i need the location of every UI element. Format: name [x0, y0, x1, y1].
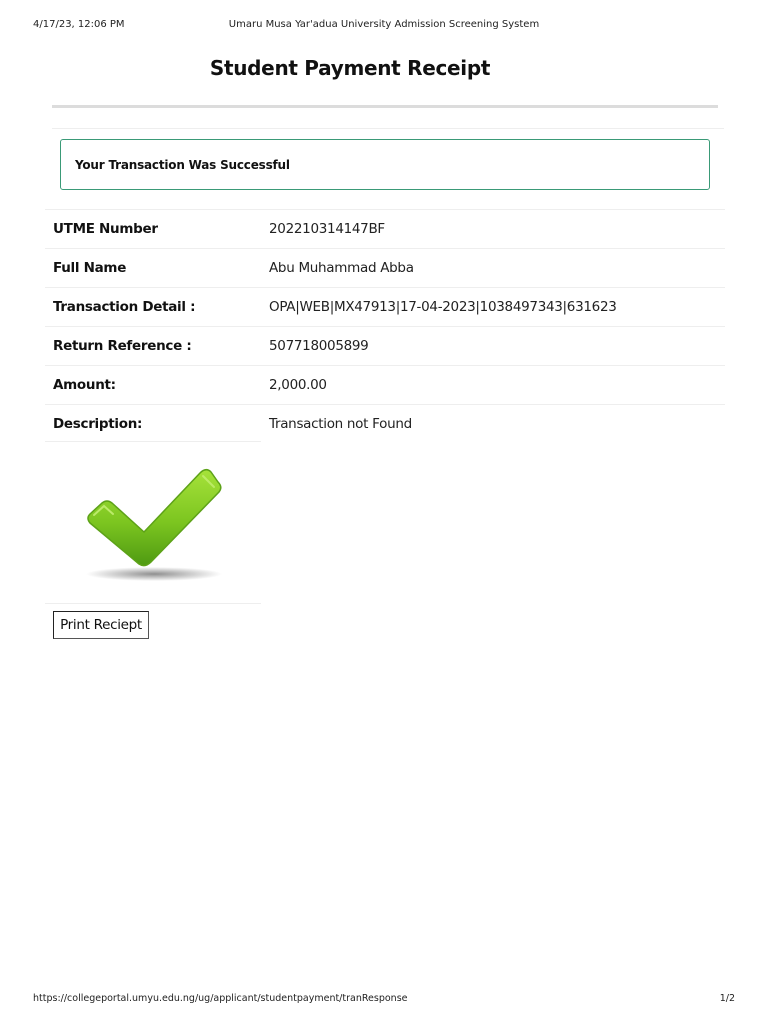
print-receipt-button[interactable]: Print Reciept [53, 611, 149, 639]
row-value: Transaction not Found [261, 405, 725, 444]
row-value: 2,000.00 [261, 366, 725, 405]
checkmark-icon [82, 462, 232, 587]
print-page-number: 1/2 [719, 993, 735, 1004]
print-page-title: Umaru Musa Yar'adua University Admission Screening System [228, 19, 540, 30]
table-row [45, 327, 725, 366]
row-label: Return Reference : [45, 327, 261, 366]
table-row [45, 210, 725, 249]
icon-cell-divider [45, 603, 261, 604]
row-label: Amount: [45, 366, 261, 405]
success-alert-message: Your Transaction Was Successful [75, 157, 290, 172]
success-alert [60, 139, 710, 190]
receipt-details-table [45, 209, 725, 444]
row-value: OPA|WEB|MX47913|17-04-2023|1038497343|631623 [261, 288, 725, 327]
table-row [45, 288, 725, 327]
table-row [45, 249, 725, 288]
page-title: Student Payment Receipt [209, 56, 491, 80]
row-label: Description: [45, 405, 261, 444]
row-label: Transaction Detail : [45, 288, 261, 327]
print-date: 4/17/23, 12:06 PM [33, 19, 125, 30]
print-footer [0, 990, 768, 1010]
print-url: https://collegeportal.umyu.edu.ng/ug/applicant/studentpayment/tranResponse [33, 993, 408, 1004]
table-row [45, 405, 725, 444]
row-label: UTME Number [45, 210, 261, 249]
title-divider [52, 105, 718, 108]
row-value: 507718005899 [261, 327, 725, 366]
row-value: 202210314147BF [261, 210, 725, 249]
section-divider [52, 128, 724, 129]
print-header [0, 0, 768, 40]
row-label: Full Name [45, 249, 261, 288]
row-value: Abu Muhammad Abba [261, 249, 725, 288]
table-row [45, 366, 725, 405]
table-bottom-divider [45, 441, 261, 442]
